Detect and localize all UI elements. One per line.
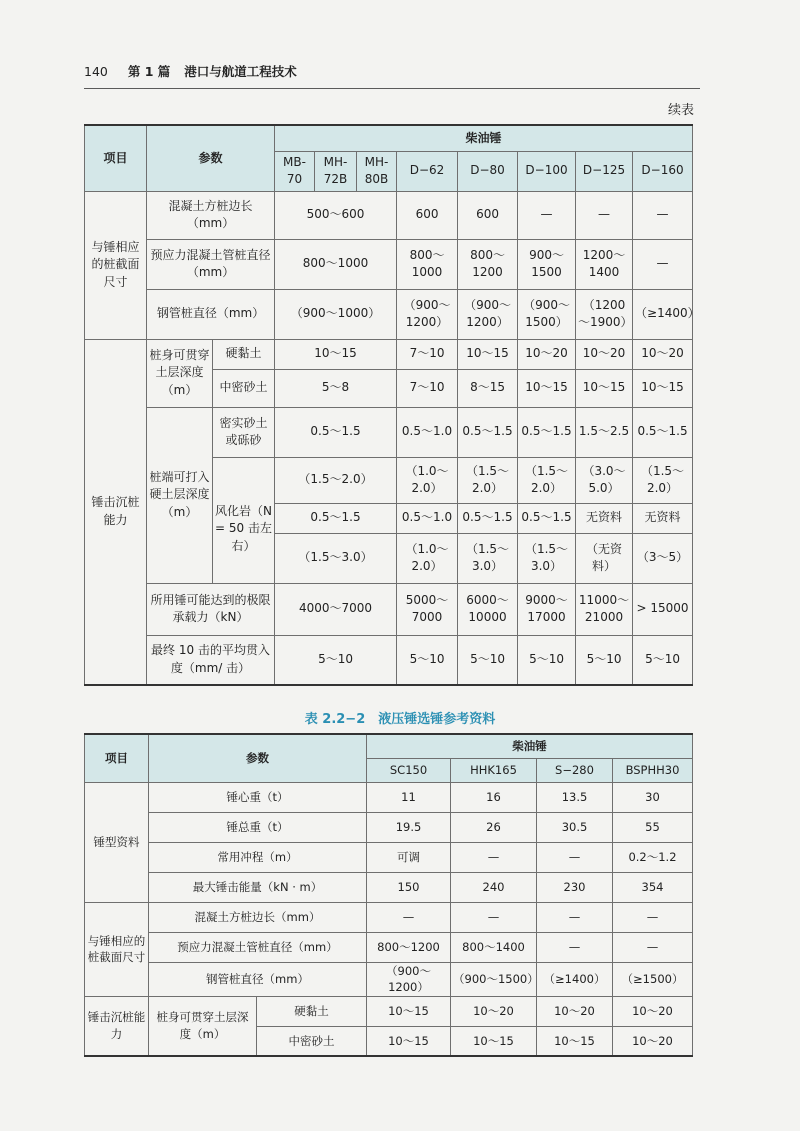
cell: 230 [537, 872, 613, 902]
section-label: 锤击沉桩能力 [85, 339, 147, 685]
header-param: 参数 [149, 734, 367, 782]
col-header: D−125 [576, 151, 633, 191]
cell: （900～1200） [367, 962, 451, 996]
cell: 26 [451, 812, 537, 842]
cell: （1.5～2.0） [458, 457, 518, 503]
row-label: 中密砂土 [257, 1026, 367, 1056]
cell: （900～1500） [451, 962, 537, 996]
cell: 10～15 [367, 996, 451, 1026]
cell: 6000～10000 [458, 583, 518, 635]
cell: 10～20 [518, 339, 576, 369]
cell: 9000～17000 [518, 583, 576, 635]
table-row [85, 962, 693, 996]
row-label: 钢管桩直径（mm） [147, 289, 275, 339]
cell: （900～1500） [518, 289, 576, 339]
cell: 无资料 [576, 503, 633, 533]
cell: （≥1500） [613, 962, 693, 996]
cell: （1.5～3.0） [275, 533, 397, 583]
cell: （1.5～3.0） [458, 533, 518, 583]
cell: 900～1500 [518, 239, 576, 289]
table-row [85, 635, 693, 685]
cell: 可调 [367, 842, 451, 872]
header-param: 参数 [147, 125, 275, 191]
cell: 11 [367, 782, 451, 812]
col-header: D−80 [458, 151, 518, 191]
cell: 5000～7000 [397, 583, 458, 635]
cell: — [537, 932, 613, 962]
cell: 10～20 [576, 339, 633, 369]
cell: （≥1400） [633, 289, 693, 339]
col-header: D−62 [397, 151, 458, 191]
col-header: D−100 [518, 151, 576, 191]
table-row [85, 842, 693, 872]
cell: 0.5～1.5 [458, 407, 518, 457]
cell: 7～10 [397, 339, 458, 369]
cell: — [537, 902, 613, 932]
cell: 0.5～1.5 [275, 503, 397, 533]
cell: 5～10 [458, 635, 518, 685]
header-diesel-group: 柴油锤 [367, 734, 693, 758]
row-label: 常用冲程（m） [149, 842, 367, 872]
col-header: MH-72B [315, 151, 357, 191]
col-header: SC150 [367, 758, 451, 782]
row-label: 中密砂土 [213, 369, 275, 407]
cell: 800～1000 [275, 239, 397, 289]
cell: 1.5～2.5 [576, 407, 633, 457]
col-header: BSPHH30 [613, 758, 693, 782]
section-label: 与锤相应的桩截面尺寸 [85, 902, 149, 996]
cell: 16 [451, 782, 537, 812]
diesel-hammer-table [84, 124, 700, 686]
cell: 30 [613, 782, 693, 812]
header-project: 项目 [85, 125, 147, 191]
page-number: 140 [84, 64, 108, 79]
cell: 354 [613, 872, 693, 902]
cell: 0.5～1.0 [397, 503, 458, 533]
cell: 800～1000 [397, 239, 458, 289]
col-header: S−280 [537, 758, 613, 782]
cell: 13.5 [537, 782, 613, 812]
row-label: 硬黏土 [257, 996, 367, 1026]
table-row [85, 407, 693, 457]
cell: 240 [451, 872, 537, 902]
cell: 10～15 [367, 1026, 451, 1056]
cell: 10～15 [633, 369, 693, 407]
cell: 800～1200 [367, 932, 451, 962]
cell: 30.5 [537, 812, 613, 842]
cell: 5～10 [397, 635, 458, 685]
section-label: 锤击沉桩能力 [85, 996, 149, 1056]
cell: 10～15 [451, 1026, 537, 1056]
table-row [85, 339, 693, 369]
table-caption: 表 2.2−2 液压锤选锤参考资料 [304, 712, 496, 727]
table-row [85, 782, 693, 812]
cell: 0.5～1.5 [518, 503, 576, 533]
cell: （3.0～5.0） [576, 457, 633, 503]
table-row [85, 289, 693, 339]
cell: 11000～21000 [576, 583, 633, 635]
sub-label: 桩身可贯穿土层深度（m） [147, 339, 213, 407]
header-diesel-group: 柴油锤 [275, 125, 693, 151]
cell: 7～10 [397, 369, 458, 407]
cell: 8～15 [458, 369, 518, 407]
table-row [85, 902, 693, 932]
row-label: 混凝土方桩边长（mm） [149, 902, 367, 932]
table-row [85, 996, 693, 1026]
cell: 10～20 [613, 1026, 693, 1056]
cell: 600 [397, 191, 458, 239]
cell: 1200～1400 [576, 239, 633, 289]
col-header: D−160 [633, 151, 693, 191]
cell: 10～15 [518, 369, 576, 407]
cell: 0.2～1.2 [613, 842, 693, 872]
table-row [85, 191, 693, 239]
cell: 800～1200 [458, 239, 518, 289]
cell: — [613, 902, 693, 932]
row-label: 密实砂土或砾砂 [213, 407, 275, 457]
cell: 无资料 [633, 503, 693, 533]
table-row [85, 239, 693, 289]
cell: （1.5～2.0） [275, 457, 397, 503]
cell: — [613, 932, 693, 962]
row-label: 最大锤击能量（kN · m） [149, 872, 367, 902]
cell: （1.0～2.0） [397, 457, 458, 503]
cell: （无资料） [576, 533, 633, 583]
cell: 0.5～1.0 [397, 407, 458, 457]
row-label: 风化岩（N = 50 击左右） [213, 503, 275, 583]
cell: — [537, 842, 613, 872]
cell: （1.5～2.0） [518, 457, 576, 503]
cell: 600 [458, 191, 518, 239]
header-project: 项目 [85, 734, 149, 782]
cell: 10～15 [275, 339, 397, 369]
sub-label: 桩端可打入硬土层深度（m） [147, 407, 213, 583]
row-label: 锤总重（t） [149, 812, 367, 842]
cell: 5～10 [633, 635, 693, 685]
section-label: 与锤相应的桩截面尺寸 [85, 191, 147, 339]
cell: 0.5～1.5 [275, 407, 397, 457]
row-label: 最终 10 击的平均贯入度（mm/ 击） [147, 635, 275, 685]
cell: — [367, 902, 451, 932]
table-row [85, 872, 693, 902]
sub-label: 桩身可贯穿土层深度（m） [149, 996, 257, 1056]
cell: — [518, 191, 576, 239]
cell: （1.0～2.0） [397, 533, 458, 583]
row-label: 硬黏土 [213, 339, 275, 369]
cell: 10～20 [451, 996, 537, 1026]
cell: 10～20 [613, 996, 693, 1026]
continued-label: 续表 [667, 103, 694, 118]
cell: 10～15 [458, 339, 518, 369]
chapter-title: 港口与航道工程技术 [184, 64, 297, 79]
row-label: 预应力混凝土管桩直径（mm） [149, 932, 367, 962]
chapter-label: 第 1 篇 [127, 64, 171, 79]
cell: 150 [367, 872, 451, 902]
row-label: 锤心重（t） [149, 782, 367, 812]
cell: — [633, 239, 693, 289]
row-label: 钢管桩直径（mm） [149, 962, 367, 996]
cell: 0.5～1.5 [458, 503, 518, 533]
cell: > 15000 [633, 583, 693, 635]
col-header: MH-80B [357, 151, 397, 191]
cell: 5～10 [275, 635, 397, 685]
cell: 4000～7000 [275, 583, 397, 635]
cell: — [451, 902, 537, 932]
table-row [85, 812, 693, 842]
section-label: 锤型资料 [85, 782, 149, 902]
table-row [85, 583, 693, 635]
cell: （900～1200） [397, 289, 458, 339]
row-label: 所用锤可能达到的极限承载力（kN） [147, 583, 275, 635]
cell: 5～10 [518, 635, 576, 685]
cell: （≥1400） [537, 962, 613, 996]
cell: 5～10 [576, 635, 633, 685]
col-header: HHK165 [451, 758, 537, 782]
row-label: 混凝土方桩边长（mm） [147, 191, 275, 239]
cell: （1200～1900） [576, 289, 633, 339]
cell: （900～1000） [275, 289, 397, 339]
table-row [85, 932, 693, 962]
cell: （1.5～3.0） [518, 533, 576, 583]
cell: 0.5～1.5 [633, 407, 693, 457]
cell: （3～5） [633, 533, 693, 583]
cell: 500～600 [275, 191, 397, 239]
cell: 10～20 [537, 996, 613, 1026]
cell: 5～8 [275, 369, 397, 407]
cell: 800～1400 [451, 932, 537, 962]
col-header: MB-70 [275, 151, 315, 191]
cell: 19.5 [367, 812, 451, 842]
cell: （900～1200） [458, 289, 518, 339]
running-header [84, 62, 700, 89]
cell: 10～15 [576, 369, 633, 407]
cell: 10～20 [633, 339, 693, 369]
cell: — [451, 842, 537, 872]
cell: — [576, 191, 633, 239]
cell: （1.5～2.0） [633, 457, 693, 503]
hydraulic-hammer-table [84, 733, 693, 1057]
cell: 0.5～1.5 [518, 407, 576, 457]
cell: 55 [613, 812, 693, 842]
cell: 10～15 [537, 1026, 613, 1056]
row-label: 预应力混凝土管桩直径（mm） [147, 239, 275, 289]
cell: — [633, 191, 693, 239]
